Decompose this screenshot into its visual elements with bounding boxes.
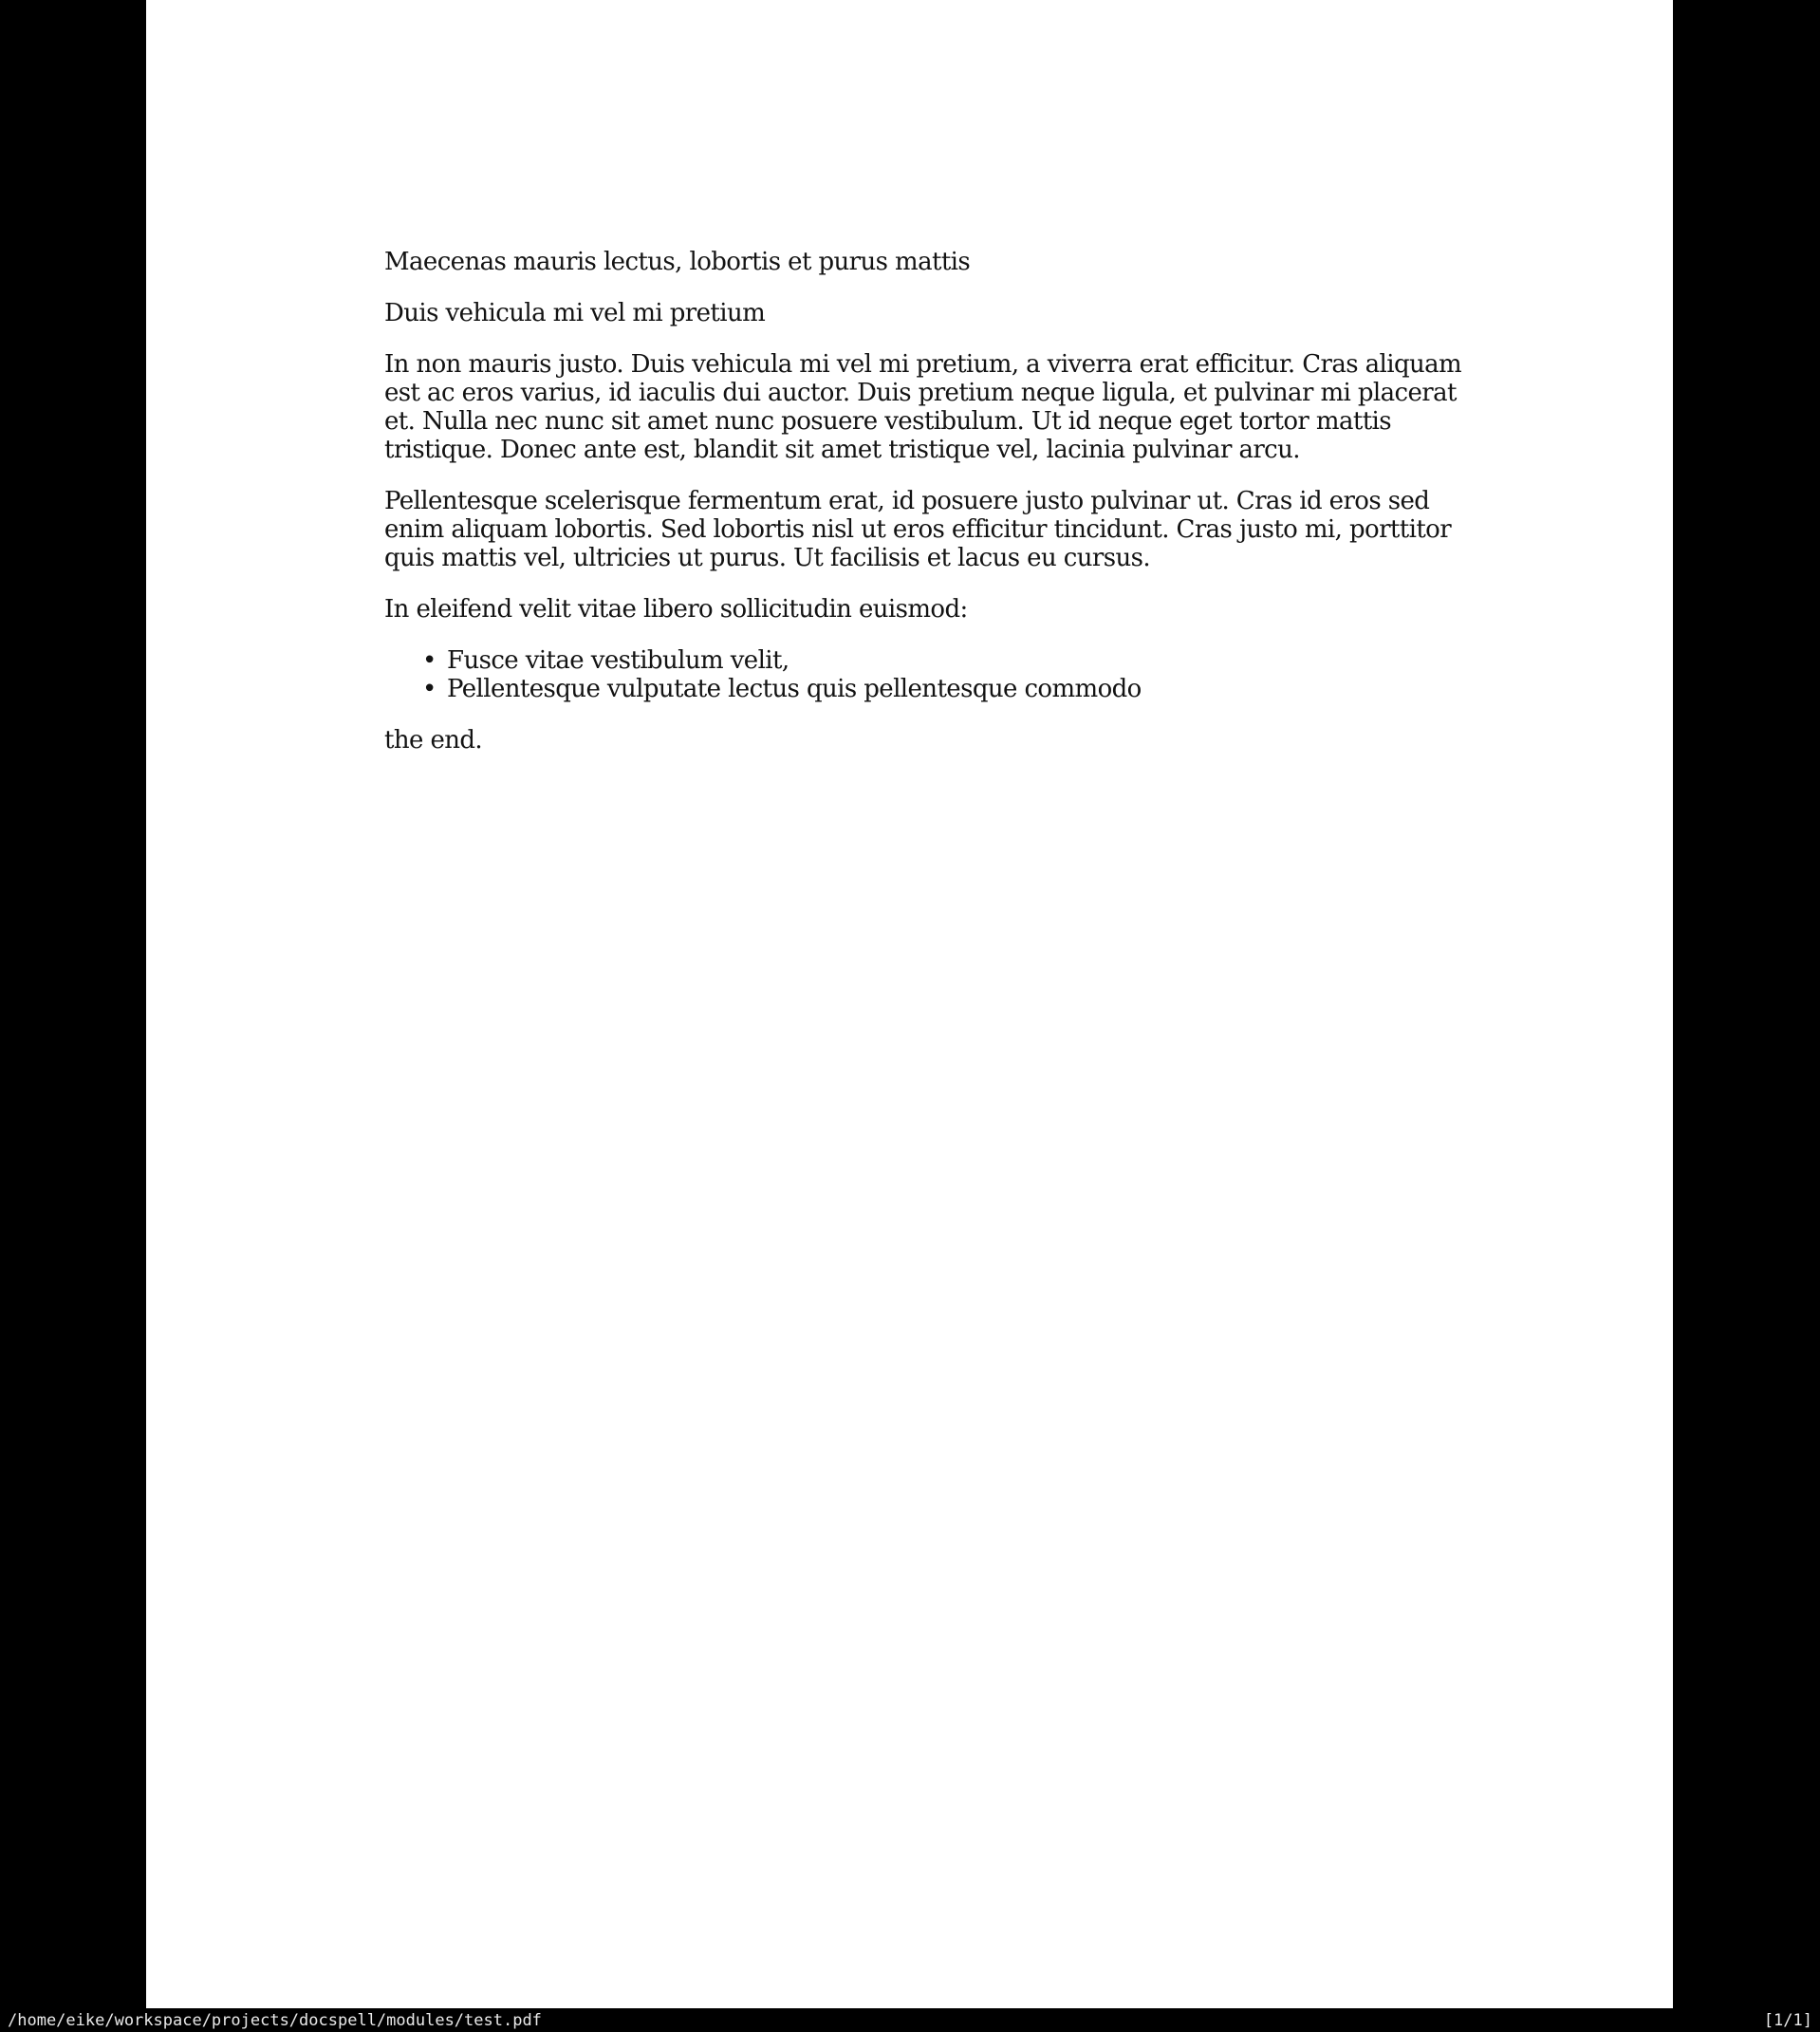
list-item [384, 646, 1466, 675]
status-page-indicator: [1/1] [1763, 2010, 1812, 2030]
pdf-page[interactable] [146, 0, 1673, 2008]
list-item [384, 675, 1466, 703]
paragraph-pellentesque: Pellentesque scelerisque fermentum erat, id posuere justo pulvinar ut. Cras id eros sed enim aliquam lobortis. Sed lobortis nisl ut eros efficitur tincidunt. Cras justo mi, porttitor quis mattis vel, ultricies ut purus. Ut facilisis et lacus eu cursus. [384, 487, 1452, 572]
paragraph-in-non-mauris: In non mauris justo. Duis vehicula mi vel mi pretium, a viverra erat efficitur. Cras aliquam est ac eros varius, id iaculis dui auctor. Duis pretium neque ligula, et pulvinar mi placerat et. Nulla nec nunc sit amet nunc posuere vestibulum. Ut id neque eget tortor mattis tristique. Donec ante est, blandit sit amet tristique vel, lacinia pulvinar arcu. [384, 350, 1462, 464]
paragraph-duis: Duis vehicula mi vel mi pretium [384, 299, 766, 327]
paragraph-maecenas: Maecenas mauris lectus, lobortis et purus mattis [384, 248, 971, 276]
bullet-list [384, 646, 1466, 703]
status-bar [0, 2008, 1820, 2032]
closing-paragraph: the end. [384, 726, 483, 755]
paragraph-in-eleifend: In eleifend velit vitae libero sollicitudin euismod: [384, 595, 968, 624]
document-content [384, 248, 1466, 777]
status-file-path: /home/eike/workspace/projects/docspell/modules/test.pdf [8, 2010, 542, 2030]
list-item-text: Fusce vitae vestibulum velit, [447, 646, 789, 675]
list-item-text: Pellentesque vulputate lectus quis pellentesque commodo [447, 675, 1142, 703]
bullet-icon: • [422, 646, 436, 675]
bullet-icon: • [422, 675, 436, 703]
